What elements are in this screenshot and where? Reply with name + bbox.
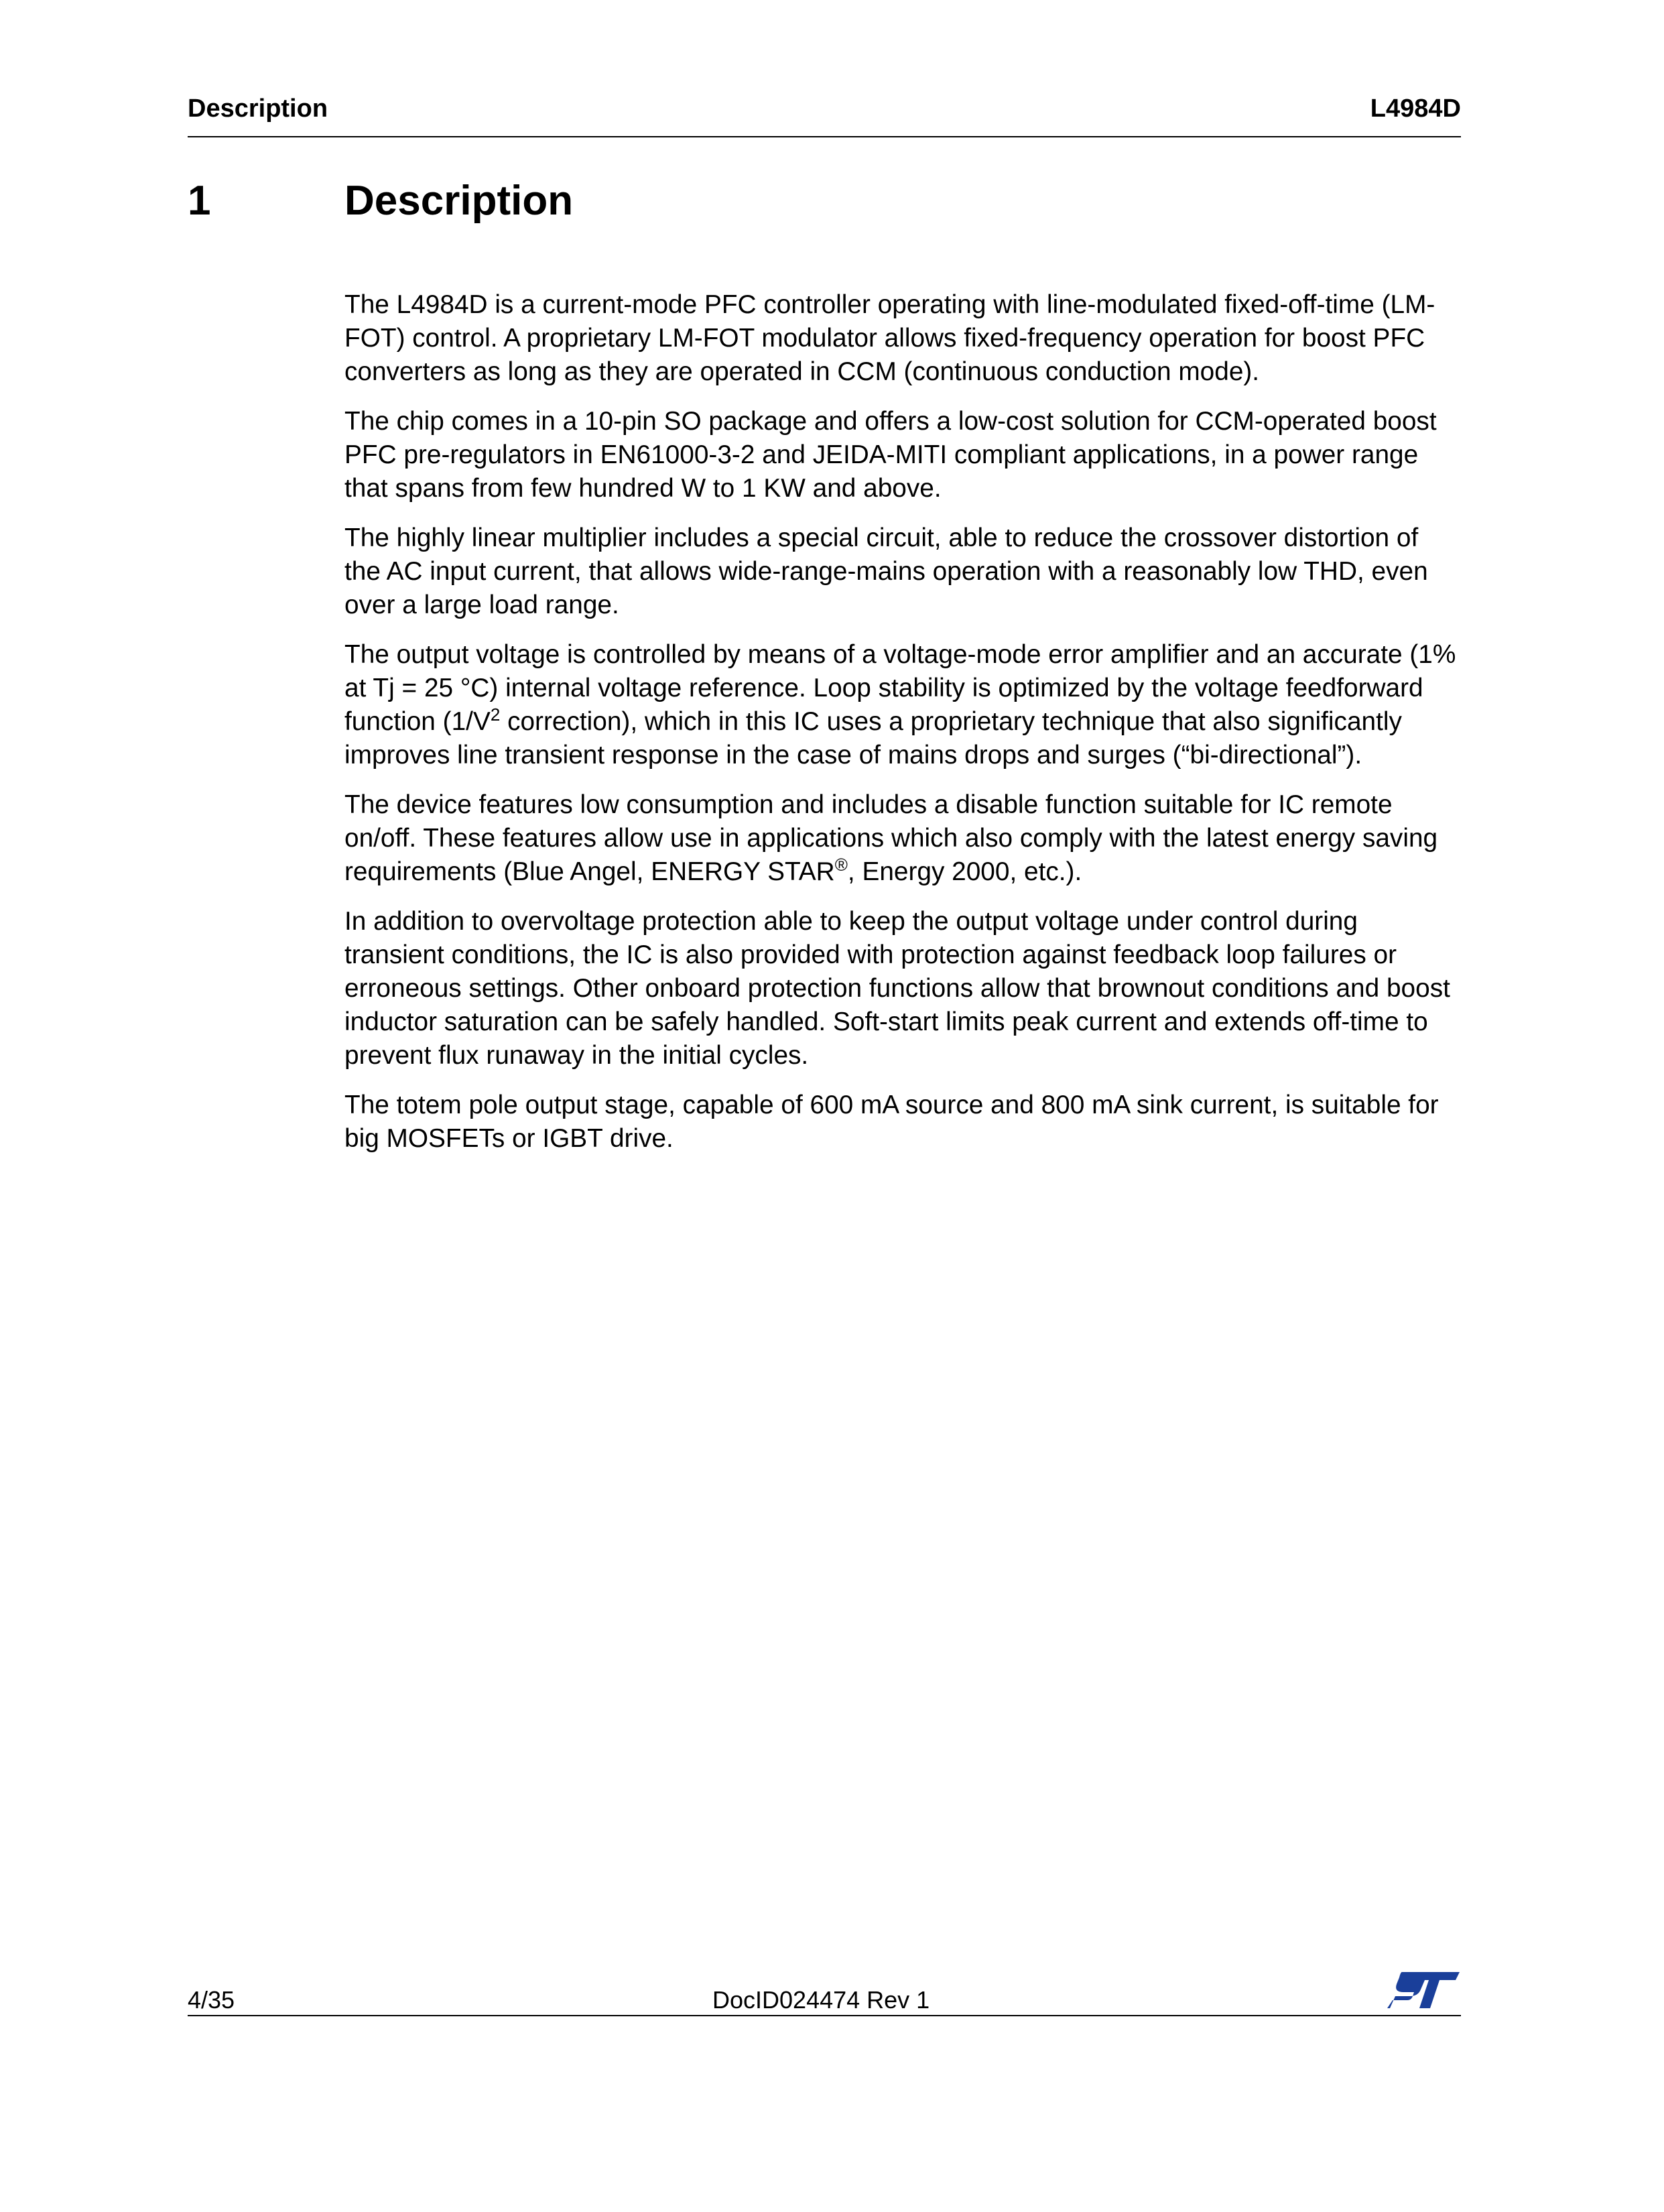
section-title: Description <box>344 178 574 224</box>
paragraph-text: , Energy 2000, etc.). <box>847 857 1082 886</box>
footer-divider <box>188 2015 1461 2016</box>
paragraph-output-voltage <box>344 638 1461 772</box>
paragraph-text: The output voltage is controlled by means of a voltage-mode error amplifier and an accurate (1% at Tj = 25 °C) internal voltage reference. Loop stability is optimized by the voltage feedforward function (1/V <box>344 640 1456 736</box>
paragraph-protection: In addition to overvoltage protection able to keep the output voltage under control during transient conditions, the IC is also provided with protection against feedback loop failures or erroneous settings. Other onboard protection functions allow that brownout conditions and boost inductor saturation can be safely handled. Soft-start limits peak current and extends off-time to prevent flux runaway in the initial cycles. <box>344 907 1450 1070</box>
paragraph-text: The device features low consumption and includes a disable function suitable for IC remote on/off. These features allow use in applications which also comply with the latest energy saving requirements (Blue Angel, ENERGY STAR <box>344 790 1438 886</box>
superscript: 2 <box>490 704 501 725</box>
paragraph-text: correction), which in this IC uses a proprietary technique that also significantly improves line transient response in the case of mains drops and surges (“bi-directional”). <box>344 707 1402 770</box>
running-header-section: Description <box>188 95 328 123</box>
paragraph-multiplier: The highly linear multiplier includes a special circuit, able to reduce the crossover distortion of the AC input current, that allows wide-range-mains operation with a reasonably low THD, even over a large load range. <box>344 524 1428 619</box>
body-text <box>344 288 1461 1172</box>
paragraph-overview: The L4984D is a current-mode PFC controller operating with line-modulated fixed-off-time (LM-FOT) control. A proprietary LM-FOT modulator allows fixed-frequency operation for boost PFC converters as long as they are operated in CCM (continuous conduction mode). <box>344 290 1435 386</box>
section-number: 1 <box>188 178 211 224</box>
paragraph-package: The chip comes in a 10-pin SO package and offers a low-cost solution for CCM-operated boost PFC pre-regulators in EN61000-3-2 and JEIDA-MITI compliant applications, in a power range that spans from few hundred W to 1 KW and above. <box>344 407 1437 503</box>
running-header-part-number: L4984D <box>1370 95 1461 123</box>
page-number: 4/35 <box>188 1986 235 2014</box>
registered-mark: ® <box>834 855 848 875</box>
st-logo-shape <box>1387 1972 1460 2008</box>
paragraph-output-stage: The totem pole output stage, capable of 600 mA source and 800 mA sink current, is suitable for big MOSFETs or IGBT drive. <box>344 1091 1439 1153</box>
st-logo-icon <box>1387 1969 1462 2011</box>
paragraph-consumption <box>344 788 1461 889</box>
header-divider <box>188 136 1461 137</box>
document-id: DocID024474 Rev 1 <box>712 1986 930 2014</box>
